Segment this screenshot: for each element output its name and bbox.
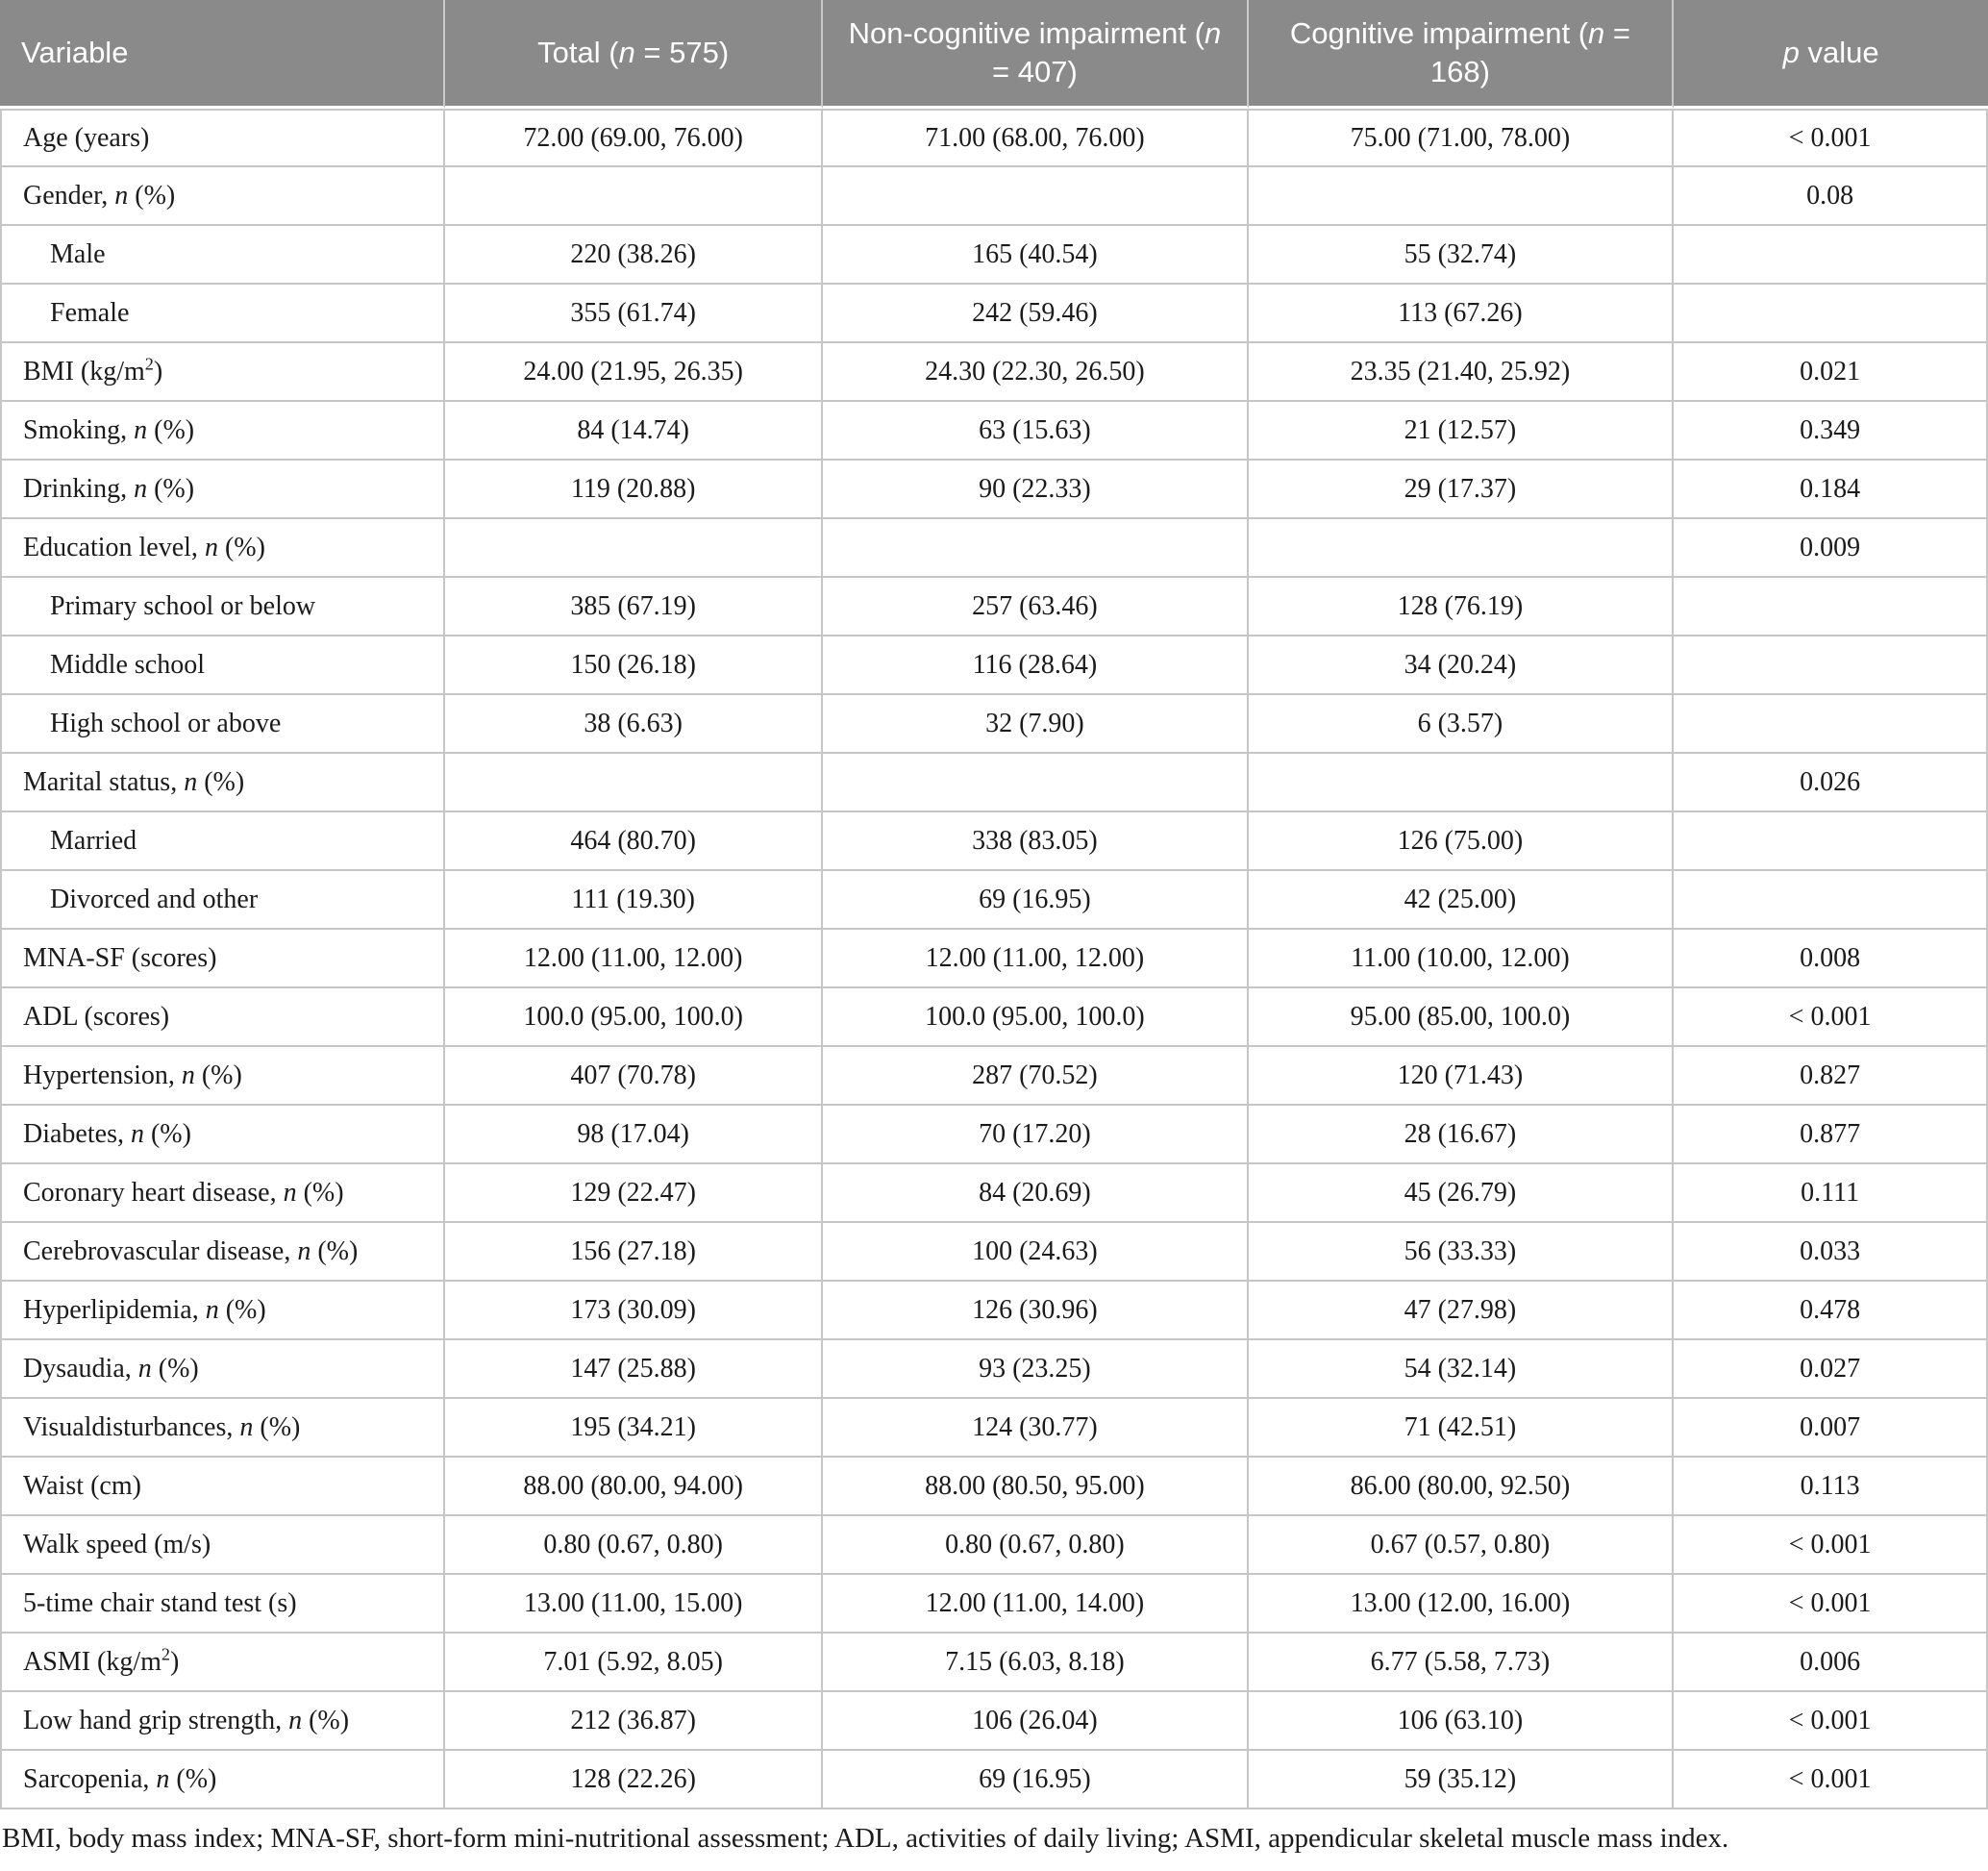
table-row: [0, 1106, 1988, 1164]
cell-total: [445, 754, 823, 812]
cell-variable: Hyperlipidemia, n (%): [0, 1282, 445, 1340]
cell-p: 0.026: [1674, 754, 1988, 812]
table-row: [0, 1516, 1988, 1575]
cell-non-cognitive: 116 (28.64): [823, 636, 1249, 695]
table-row: [0, 461, 1988, 519]
table-row: [0, 930, 1988, 988]
cell-non-cognitive: 84 (20.69): [823, 1164, 1249, 1223]
cell-total: 72.00 (69.00, 76.00): [445, 109, 823, 167]
table-row: [0, 1751, 1988, 1809]
cell-variable: Education level, n (%): [0, 519, 445, 578]
cell-total: [445, 167, 823, 226]
cell-p: 0.877: [1674, 1106, 1988, 1164]
column-header-non-cognitive: Non-cognitive impairment (n = 407): [823, 0, 1249, 109]
cell-p: 0.021: [1674, 343, 1988, 402]
column-header-cognitive: Cognitive impairment (n = 168): [1249, 0, 1675, 109]
cell-p: [1674, 812, 1988, 871]
cell-variable: Waist (cm): [0, 1458, 445, 1516]
cell-non-cognitive: 24.30 (22.30, 26.50): [823, 343, 1249, 402]
cell-p: < 0.001: [1674, 1751, 1988, 1809]
cell-cognitive: 113 (67.26): [1249, 285, 1675, 343]
cell-non-cognitive: 12.00 (11.00, 12.00): [823, 930, 1249, 988]
table-row: [0, 402, 1988, 461]
table-row: [0, 754, 1988, 812]
cell-cognitive: 128 (76.19): [1249, 578, 1675, 636]
cell-variable: Drinking, n (%): [0, 461, 445, 519]
cell-total: 13.00 (11.00, 15.00): [445, 1575, 823, 1634]
table-row: [0, 1458, 1988, 1516]
cell-variable: Sarcopenia, n (%): [0, 1751, 445, 1809]
cell-cognitive: 54 (32.14): [1249, 1340, 1675, 1399]
cell-non-cognitive: [823, 519, 1249, 578]
cell-non-cognitive: 287 (70.52): [823, 1047, 1249, 1106]
cell-non-cognitive: 88.00 (80.50, 95.00): [823, 1458, 1249, 1516]
cell-non-cognitive: [823, 754, 1249, 812]
cell-cognitive: 55 (32.74): [1249, 226, 1675, 285]
cell-variable: Age (years): [0, 109, 445, 167]
cell-cognitive: 29 (17.37): [1249, 461, 1675, 519]
cell-p: 0.033: [1674, 1223, 1988, 1282]
cell-cognitive: 23.35 (21.40, 25.92): [1249, 343, 1675, 402]
cell-p: 0.009: [1674, 519, 1988, 578]
cell-total: 0.80 (0.67, 0.80): [445, 1516, 823, 1575]
cell-total: 24.00 (21.95, 26.35): [445, 343, 823, 402]
cell-cognitive: 106 (63.10): [1249, 1692, 1675, 1751]
cell-non-cognitive: 126 (30.96): [823, 1282, 1249, 1340]
table-footnote: BMI, body mass index; MNA-SF, short-form mini-nutritional assessment; ADL, activities of daily living; ASMI, appendicular skeletal muscle mass index.: [2, 1823, 1729, 1854]
cell-cognitive: [1249, 519, 1675, 578]
cell-cognitive: 56 (33.33): [1249, 1223, 1675, 1282]
cell-cognitive: 42 (25.00): [1249, 871, 1675, 930]
cell-variable: ASMI $(kg/m^2)$: [0, 1634, 445, 1692]
cell-total: 355 (61.74): [445, 285, 823, 343]
cell-p: 0.184: [1674, 461, 1988, 519]
cell-non-cognitive: 0.80 (0.67, 0.80): [823, 1516, 1249, 1575]
table-row: [0, 343, 1988, 402]
table-row: [0, 1223, 1988, 1282]
cell-total: 173 (30.09): [445, 1282, 823, 1340]
cell-cognitive: 0.67 (0.57, 0.80): [1249, 1516, 1675, 1575]
cell-total: 98 (17.04): [445, 1106, 823, 1164]
cell-p: 0.027: [1674, 1340, 1988, 1399]
table-row: [0, 1282, 1988, 1340]
cell-non-cognitive: 90 (22.33): [823, 461, 1249, 519]
cell-p: 0.349: [1674, 402, 1988, 461]
cell-non-cognitive: 338 (83.05): [823, 812, 1249, 871]
table-row: [0, 636, 1988, 695]
cell-p: < 0.001: [1674, 1516, 1988, 1575]
cell-total: 156 (27.18): [445, 1223, 823, 1282]
cell-total: 12.00 (11.00, 12.00): [445, 930, 823, 988]
cell-p: 0.478: [1674, 1282, 1988, 1340]
cell-variable: BMI $(kg/m^2)$: [0, 343, 445, 402]
cell-non-cognitive: 69 (16.95): [823, 1751, 1249, 1809]
cell-cognitive: 11.00 (10.00, 12.00): [1249, 930, 1675, 988]
cell-variable: Smoking, n (%): [0, 402, 445, 461]
cell-total: 407 (70.78): [445, 1047, 823, 1106]
cell-p: 0.111: [1674, 1164, 1988, 1223]
cell-variable: Visualdisturbances, n (%): [0, 1399, 445, 1458]
cell-variable: Female: [0, 285, 445, 343]
table-row: [0, 226, 1988, 285]
cell-non-cognitive: 71.00 (68.00, 76.00): [823, 109, 1249, 167]
cell-total: 220 (38.26): [445, 226, 823, 285]
table-body: [0, 109, 1988, 1809]
table-row: [0, 695, 1988, 754]
cell-non-cognitive: [823, 167, 1249, 226]
cell-variable: ADL (scores): [0, 988, 445, 1047]
cell-non-cognitive: 257 (63.46): [823, 578, 1249, 636]
table-row: [0, 988, 1988, 1047]
cell-cognitive: 21 (12.57): [1249, 402, 1675, 461]
cell-variable: Diabetes, n (%): [0, 1106, 445, 1164]
cell-variable: Married: [0, 812, 445, 871]
cell-total: 7.01 (5.92, 8.05): [445, 1634, 823, 1692]
cell-p: [1674, 578, 1988, 636]
cell-total: 119 (20.88): [445, 461, 823, 519]
cell-cognitive: [1249, 754, 1675, 812]
cell-non-cognitive: 12.00 (11.00, 14.00): [823, 1575, 1249, 1634]
cell-total: 385 (67.19): [445, 578, 823, 636]
cell-variable: Hypertension, n (%): [0, 1047, 445, 1106]
cell-variable: Dysaudia, n (%): [0, 1340, 445, 1399]
cell-total: 129 (22.47): [445, 1164, 823, 1223]
table-row: [0, 1340, 1988, 1399]
cell-non-cognitive: 106 (26.04): [823, 1692, 1249, 1751]
cell-cognitive: 75.00 (71.00, 78.00): [1249, 109, 1675, 167]
cell-total: 84 (14.74): [445, 402, 823, 461]
column-header-p: p value: [1674, 0, 1988, 109]
table-row: [0, 285, 1988, 343]
cell-non-cognitive: 100 (24.63): [823, 1223, 1249, 1282]
table-row: [0, 519, 1988, 578]
cell-cognitive: [1249, 167, 1675, 226]
cell-p: [1674, 636, 1988, 695]
table-row: [0, 1634, 1988, 1692]
cell-variable: MNA-SF (scores): [0, 930, 445, 988]
cell-total: 128 (22.26): [445, 1751, 823, 1809]
table-row: [0, 167, 1988, 226]
cell-cognitive: 59 (35.12): [1249, 1751, 1675, 1809]
cell-non-cognitive: 7.15 (6.03, 8.18): [823, 1634, 1249, 1692]
cell-variable: 5-time chair stand test (s): [0, 1575, 445, 1634]
cell-total: 38 (6.63): [445, 695, 823, 754]
cell-total: [445, 519, 823, 578]
column-header-variable: Variable: [0, 0, 445, 109]
cell-cognitive: 71 (42.51): [1249, 1399, 1675, 1458]
cell-p: < 0.001: [1674, 988, 1988, 1047]
cell-cognitive: 34 (20.24): [1249, 636, 1675, 695]
table-row: [0, 109, 1988, 167]
cell-non-cognitive: 32 (7.90): [823, 695, 1249, 754]
cell-non-cognitive: 242 (59.46): [823, 285, 1249, 343]
cell-variable: Low hand grip strength, n (%): [0, 1692, 445, 1751]
cell-total: 212 (36.87): [445, 1692, 823, 1751]
table-header: [0, 0, 1988, 109]
cell-p: 0.006: [1674, 1634, 1988, 1692]
cell-cognitive: 120 (71.43): [1249, 1047, 1675, 1106]
table-row: [0, 1575, 1988, 1634]
cell-non-cognitive: 69 (16.95): [823, 871, 1249, 930]
cell-total: 147 (25.88): [445, 1340, 823, 1399]
cell-variable: Divorced and other: [0, 871, 445, 930]
cell-cognitive: 28 (16.67): [1249, 1106, 1675, 1164]
cell-cognitive: 86.00 (80.00, 92.50): [1249, 1458, 1675, 1516]
cell-p: [1674, 226, 1988, 285]
cell-non-cognitive: 124 (30.77): [823, 1399, 1249, 1458]
cell-cognitive: 126 (75.00): [1249, 812, 1675, 871]
cell-non-cognitive: 70 (17.20): [823, 1106, 1249, 1164]
column-header-total: Total (n = 575): [445, 0, 823, 109]
table-row: [0, 1164, 1988, 1223]
cell-total: 111 (19.30): [445, 871, 823, 930]
table-header-row: [0, 0, 1988, 109]
cell-variable: Cerebrovascular disease, n (%): [0, 1223, 445, 1282]
cell-variable: Gender, n (%): [0, 167, 445, 226]
cell-p: 0.827: [1674, 1047, 1988, 1106]
cell-variable: Male: [0, 226, 445, 285]
cell-non-cognitive: 63 (15.63): [823, 402, 1249, 461]
cell-total: 150 (26.18): [445, 636, 823, 695]
cell-p: < 0.001: [1674, 1575, 1988, 1634]
cell-variable: Coronary heart disease, n (%): [0, 1164, 445, 1223]
cell-variable: Marital status, n (%): [0, 754, 445, 812]
cell-p: 0.08: [1674, 167, 1988, 226]
cell-non-cognitive: 93 (23.25): [823, 1340, 1249, 1399]
cell-p: 0.008: [1674, 930, 1988, 988]
table-row: [0, 871, 1988, 930]
cell-p: [1674, 871, 1988, 930]
cell-variable: Middle school: [0, 636, 445, 695]
cell-p: < 0.001: [1674, 1692, 1988, 1751]
cell-total: 88.00 (80.00, 94.00): [445, 1458, 823, 1516]
cell-cognitive: 13.00 (12.00, 16.00): [1249, 1575, 1675, 1634]
cell-total: 195 (34.21): [445, 1399, 823, 1458]
cell-p: 0.007: [1674, 1399, 1988, 1458]
cell-cognitive: 45 (26.79): [1249, 1164, 1675, 1223]
cell-cognitive: 6.77 (5.58, 7.73): [1249, 1634, 1675, 1692]
cell-cognitive: 95.00 (85.00, 100.0): [1249, 988, 1675, 1047]
table-row: [0, 1692, 1988, 1751]
cell-non-cognitive: 165 (40.54): [823, 226, 1249, 285]
cell-cognitive: 47 (27.98): [1249, 1282, 1675, 1340]
cell-p: [1674, 285, 1988, 343]
cell-p: < 0.001: [1674, 109, 1988, 167]
table-row: [0, 578, 1988, 636]
table-row: [0, 812, 1988, 871]
cell-variable: Walk speed (m/s): [0, 1516, 445, 1575]
cell-variable: High school or above: [0, 695, 445, 754]
cell-total: 100.0 (95.00, 100.0): [445, 988, 823, 1047]
cell-p: [1674, 695, 1988, 754]
table-row: [0, 1399, 1988, 1458]
cell-cognitive: 6 (3.57): [1249, 695, 1675, 754]
cell-total: 464 (80.70): [445, 812, 823, 871]
cell-non-cognitive: 100.0 (95.00, 100.0): [823, 988, 1249, 1047]
cell-variable: Primary school or below: [0, 578, 445, 636]
cell-p: 0.113: [1674, 1458, 1988, 1516]
table-row: [0, 1047, 1988, 1106]
